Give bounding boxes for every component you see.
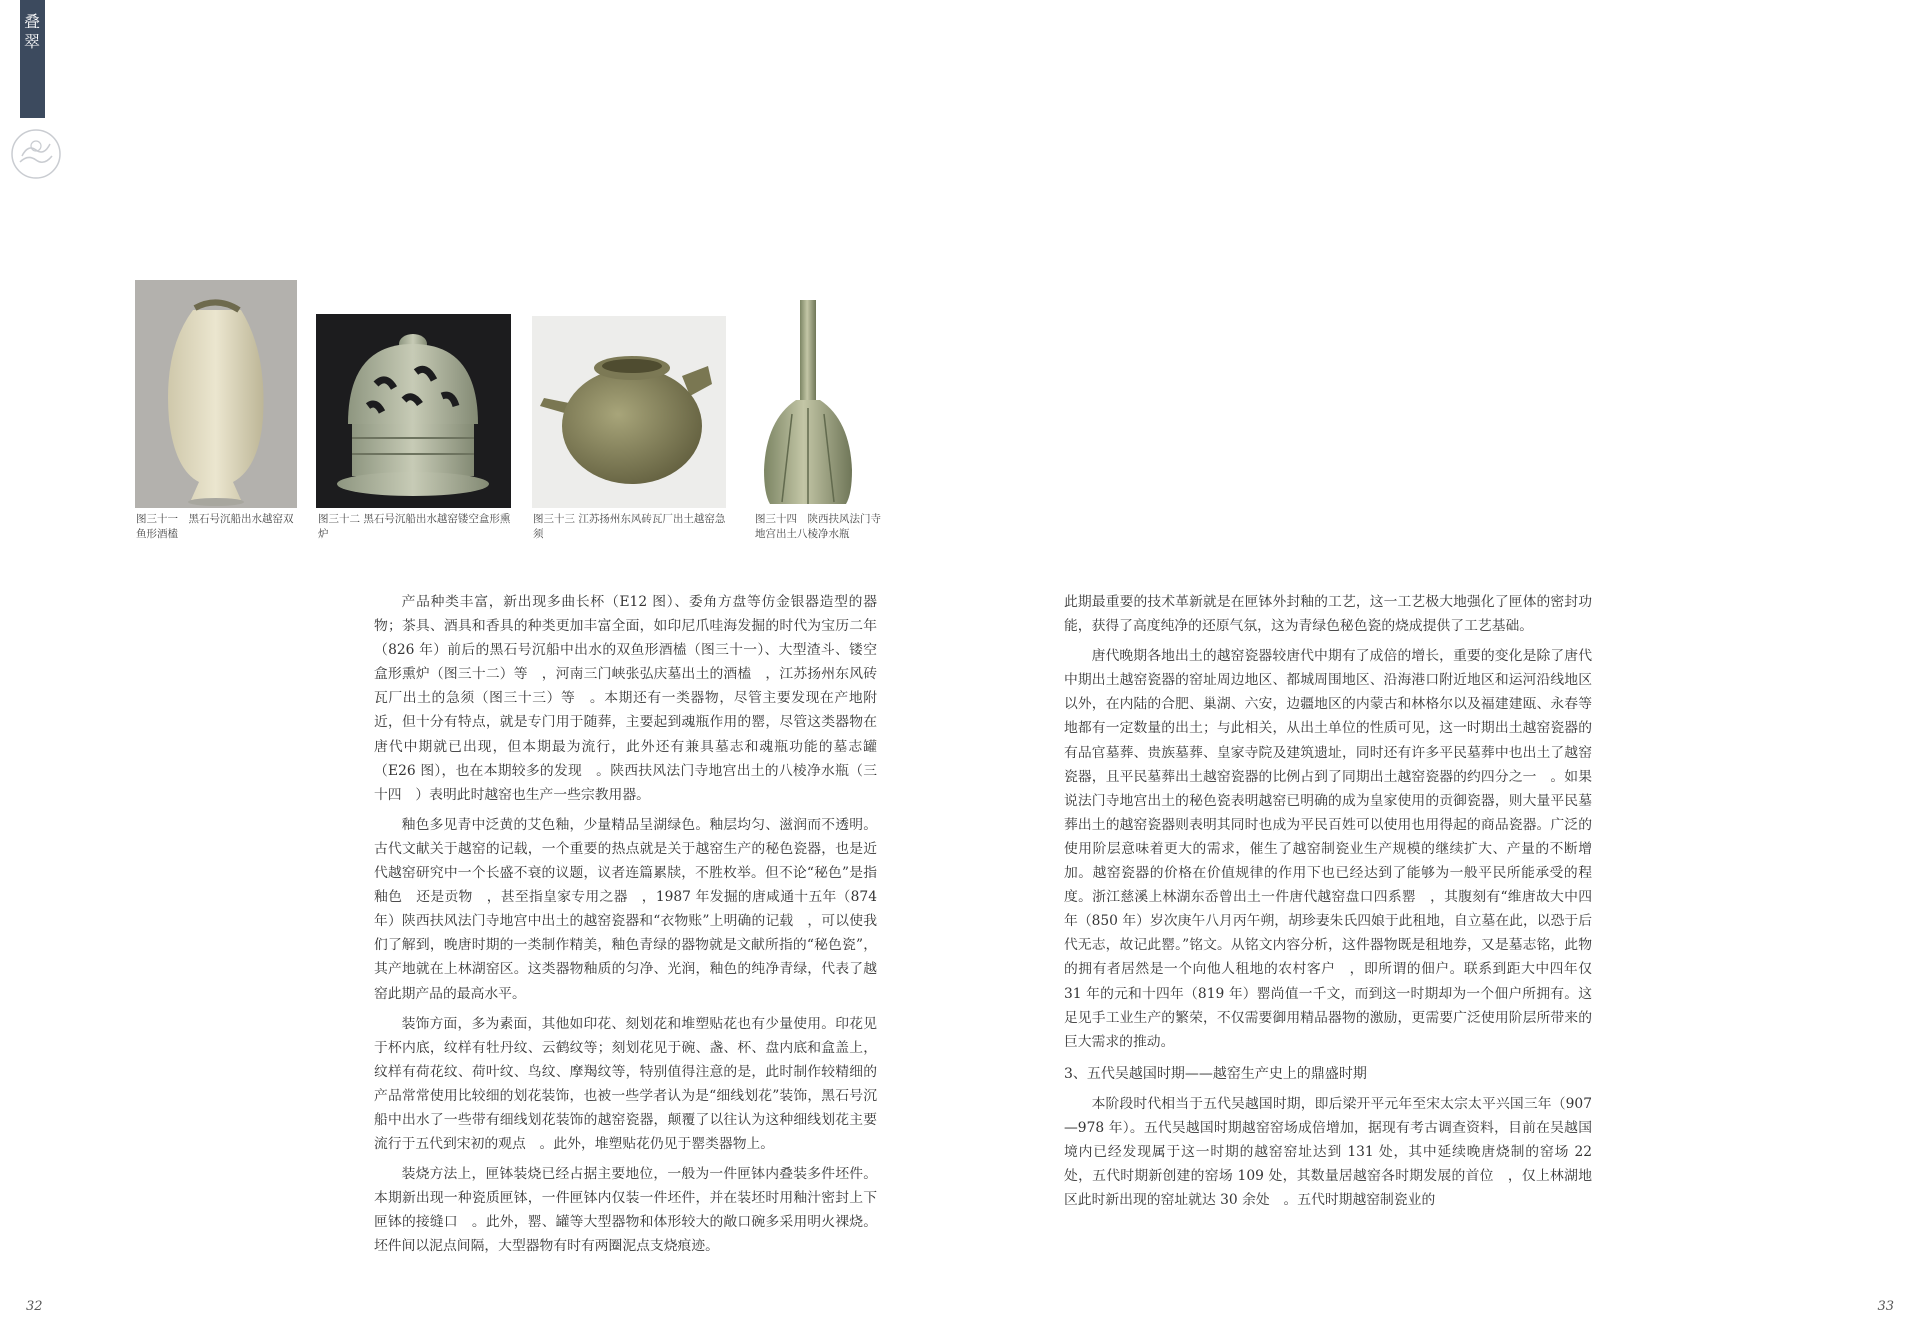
body-paragraph: 釉色多见青中泛黄的艾色釉，少量精品呈湖绿色。釉层均匀、滋润而不透明。古代文献关于越窑的记载，一个重要的热点就是关于越窑生产的秘色瓷器，也是近代越窑研究中一个长盛不衰的议题，议者连篇累牍，不胜枚举。但不论“秘色”是指釉色 还是贡物 ，甚至指皇家专用之器 ，1987 年发掘的唐咸通十五年（874 年）陕西扶风法门寺地宫中出土的越窑瓷器和“衣物账”上明确的记载 ，可以使我们了解到，晚唐时期的一类制作精美，釉色青绿的器物就是文献所指的“秘色瓷”，其产地就在上林湖窑区。这类器物釉质的匀净、光润，釉色的纯净青绿，代表了越窑此期产品的最高水平。 xyxy=(374,816,877,1002)
figure-33-caption: 图三十三 江苏扬州东风砖瓦厂出土越窑急须 xyxy=(533,513,726,540)
chapter-side-tab xyxy=(20,0,45,118)
figure-31-caption: 图三十一 黑石号沉船出水越窑双鱼形酒榼 xyxy=(136,513,294,540)
right-text-column xyxy=(1064,590,1592,1218)
figure-32-image xyxy=(316,314,511,508)
figure-33-image xyxy=(532,316,726,508)
figure-34-image xyxy=(752,296,864,508)
figure-34-caption: 图三十四 陕西扶风法门寺地宫出土八棱净水瓶 xyxy=(755,513,881,540)
left-text-column xyxy=(374,590,877,1265)
figure-32-caption: 图三十二 黑石号沉船出水越窑镂空盒形熏炉 xyxy=(318,513,511,540)
page-number-left: 32 xyxy=(26,1299,43,1314)
body-paragraph: 装饰方面，多为素面，其他如印花、刻划花和堆塑贴花也有少量使用。印花见于杯内底，纹样有牡丹纹、云鹤纹等；刻划花见于碗、盏、杯、盘内底和盒盖上，纹样有荷花纹、荷叶纹、鸟纹、摩羯纹等，特别值得注意的是，此时制作较精细的产品常常使用比较细的划花装饰，也被一些学者认为是“细线划花”装饰，黑石号沉船中出水了一些带有细线划花装饰的越窑瓷器，颠覆了以往认为这种细线划花主要流行于五代到宋初的观点 。此外，堆塑贴花仍见于罂类器物上。 xyxy=(374,1015,877,1153)
body-paragraph: 此期最重要的技术革新就是在匣钵外封釉的工艺，这一工艺极大地强化了匣体的密封功能，获得了高度纯净的还原气氛，这为青绿色秘色瓷的烧成提供了工艺基础。 xyxy=(1064,594,1592,635)
body-paragraph: 产品种类丰富，新出现多曲长杯（E12 图）、委角方盘等仿金银器造型的器物；茶具、酒具和香具的种类更加丰富全面，如印尼爪哇海发掘的时代为宝历二年（826 年）前后的黑石号沉船中出水的双鱼形酒榼（图三十一）、大型渣斗、镂空盒形熏炉（图三十二）等 ，河南三门峡张弘庆墓出土的酒榼 ，江苏扬州东风砖瓦厂出土的急须（图三十三）等 。本期还有一类器物，尽管主要发现在产地附近，但十分有特点，就是专门用于随葬，主要起到魂瓶作用的罂，尽管这类器物在唐代中期就已出现，但本期最为流行，此外还有兼具墓志和魂瓶功能的墓志罐（E26 图），也在本期较多的发现 。陕西扶风法门寺地宫出土的八棱净水瓶（三十四 ）表明此时越窑也生产一些宗教用器。 xyxy=(374,594,877,803)
body-paragraph: 装烧方法上，匣钵装烧已经占据主要地位，一般为一件匣钵内叠装多件坯件。本期新出现一种瓷质匣钵，一件匣钵内仅装一件坯件，并在装坯时用釉汁密封上下匣钵的接缝口 。此外，罂、罐等大型器物和体形较大的敞口碗多采用明火裸烧。坯件间以泥点间隔，大型器物有时有两圈泥点支烧痕迹。 xyxy=(374,1166,877,1255)
body-paragraph: 本阶段时代相当于五代吴越国时期，即后梁开平元年至宋太宗太平兴国三年（907—978 年）。五代吴越国时期越窑窑场成倍增加，据现有考古调查资料，目前在吴越国境内已经发现属于这一时期的越窑窑址达到 131 处，其中延续晚唐烧制的窑场 22 处，五代时期新创建的窑场 109 处，其数量居越窑各时期发展的首位 ，仅上林湖地区此时新出现的窑址就达 30 余处 。五代时期越窑制瓷业的 xyxy=(1064,1095,1592,1209)
page-number-right: 33 xyxy=(1877,1299,1894,1314)
figure-31-image xyxy=(135,280,297,508)
decorative-cloud-emblem-icon xyxy=(8,126,64,182)
chapter-tab-label: 叠翠 xyxy=(23,12,41,51)
body-paragraph: 唐代晚期各地出土的越窑瓷器较唐代中期有了成倍的增长，重要的变化是除了唐代中期出土越窑瓷器的窑址周边地区、都城周围地区、沿海港口附近地区和运河沿线地区以外，在内陆的合肥、巢湖、六安，边疆地区的内蒙古和林格尔以及福建建瓯、永春等地都有一定数量的出土；与此相关，从出土单位的性质可见，这一时期出土越窑瓷器的有品官墓葬、贵族墓葬、皇家寺院及建筑遗址，同时还有许多平民墓葬中也出土了越窑瓷器，且平民墓葬出土越窑瓷器的比例占到了同期出土越窑瓷器的约四分之一 。如果说法门寺地宫出土的秘色瓷表明越窑已明确的成为皇家使用的贡御瓷器，则大量平民墓葬出土的越窑瓷器则表明其同时也成为平民百姓可以使用也用得起的商品瓷器。广泛的使用阶层意味着更大的需求，催生了越窑制瓷业生产规模的继续扩大、产量的不断增加。越窑瓷器的价格在价值规律的作用下也已经达到了能够为一般平民所能承受的程度。浙江慈溪上林湖东岙曾出土一件唐代越窑盘口四系罂 ，其腹刻有“维唐故大中四年（850 年）岁次庚午八月丙午朔，胡珍妻朱氏四娘于此租地，自立墓在此，以恐于后代无志，故记此罂。”铭文。从铭文内容分析，这件器物既是租地券，又是墓志铭，此物的拥有者居然是一个向他人租地的农村客户 ，即所谓的佃户。联系到距大中四年仅 31 年的元和十四年（819 年）罂尚值一千文，而到这一时期却为一个佃户所拥有。这足见手工业生产的繁荣，不仅需要御用精品器物的激励，更需要广泛使用阶层所带来的巨大需求的推动。 xyxy=(1064,648,1592,1050)
section-heading: 3、五代吴越国时期——越窑生产史上的鼎盛时期 xyxy=(1064,1065,1367,1082)
